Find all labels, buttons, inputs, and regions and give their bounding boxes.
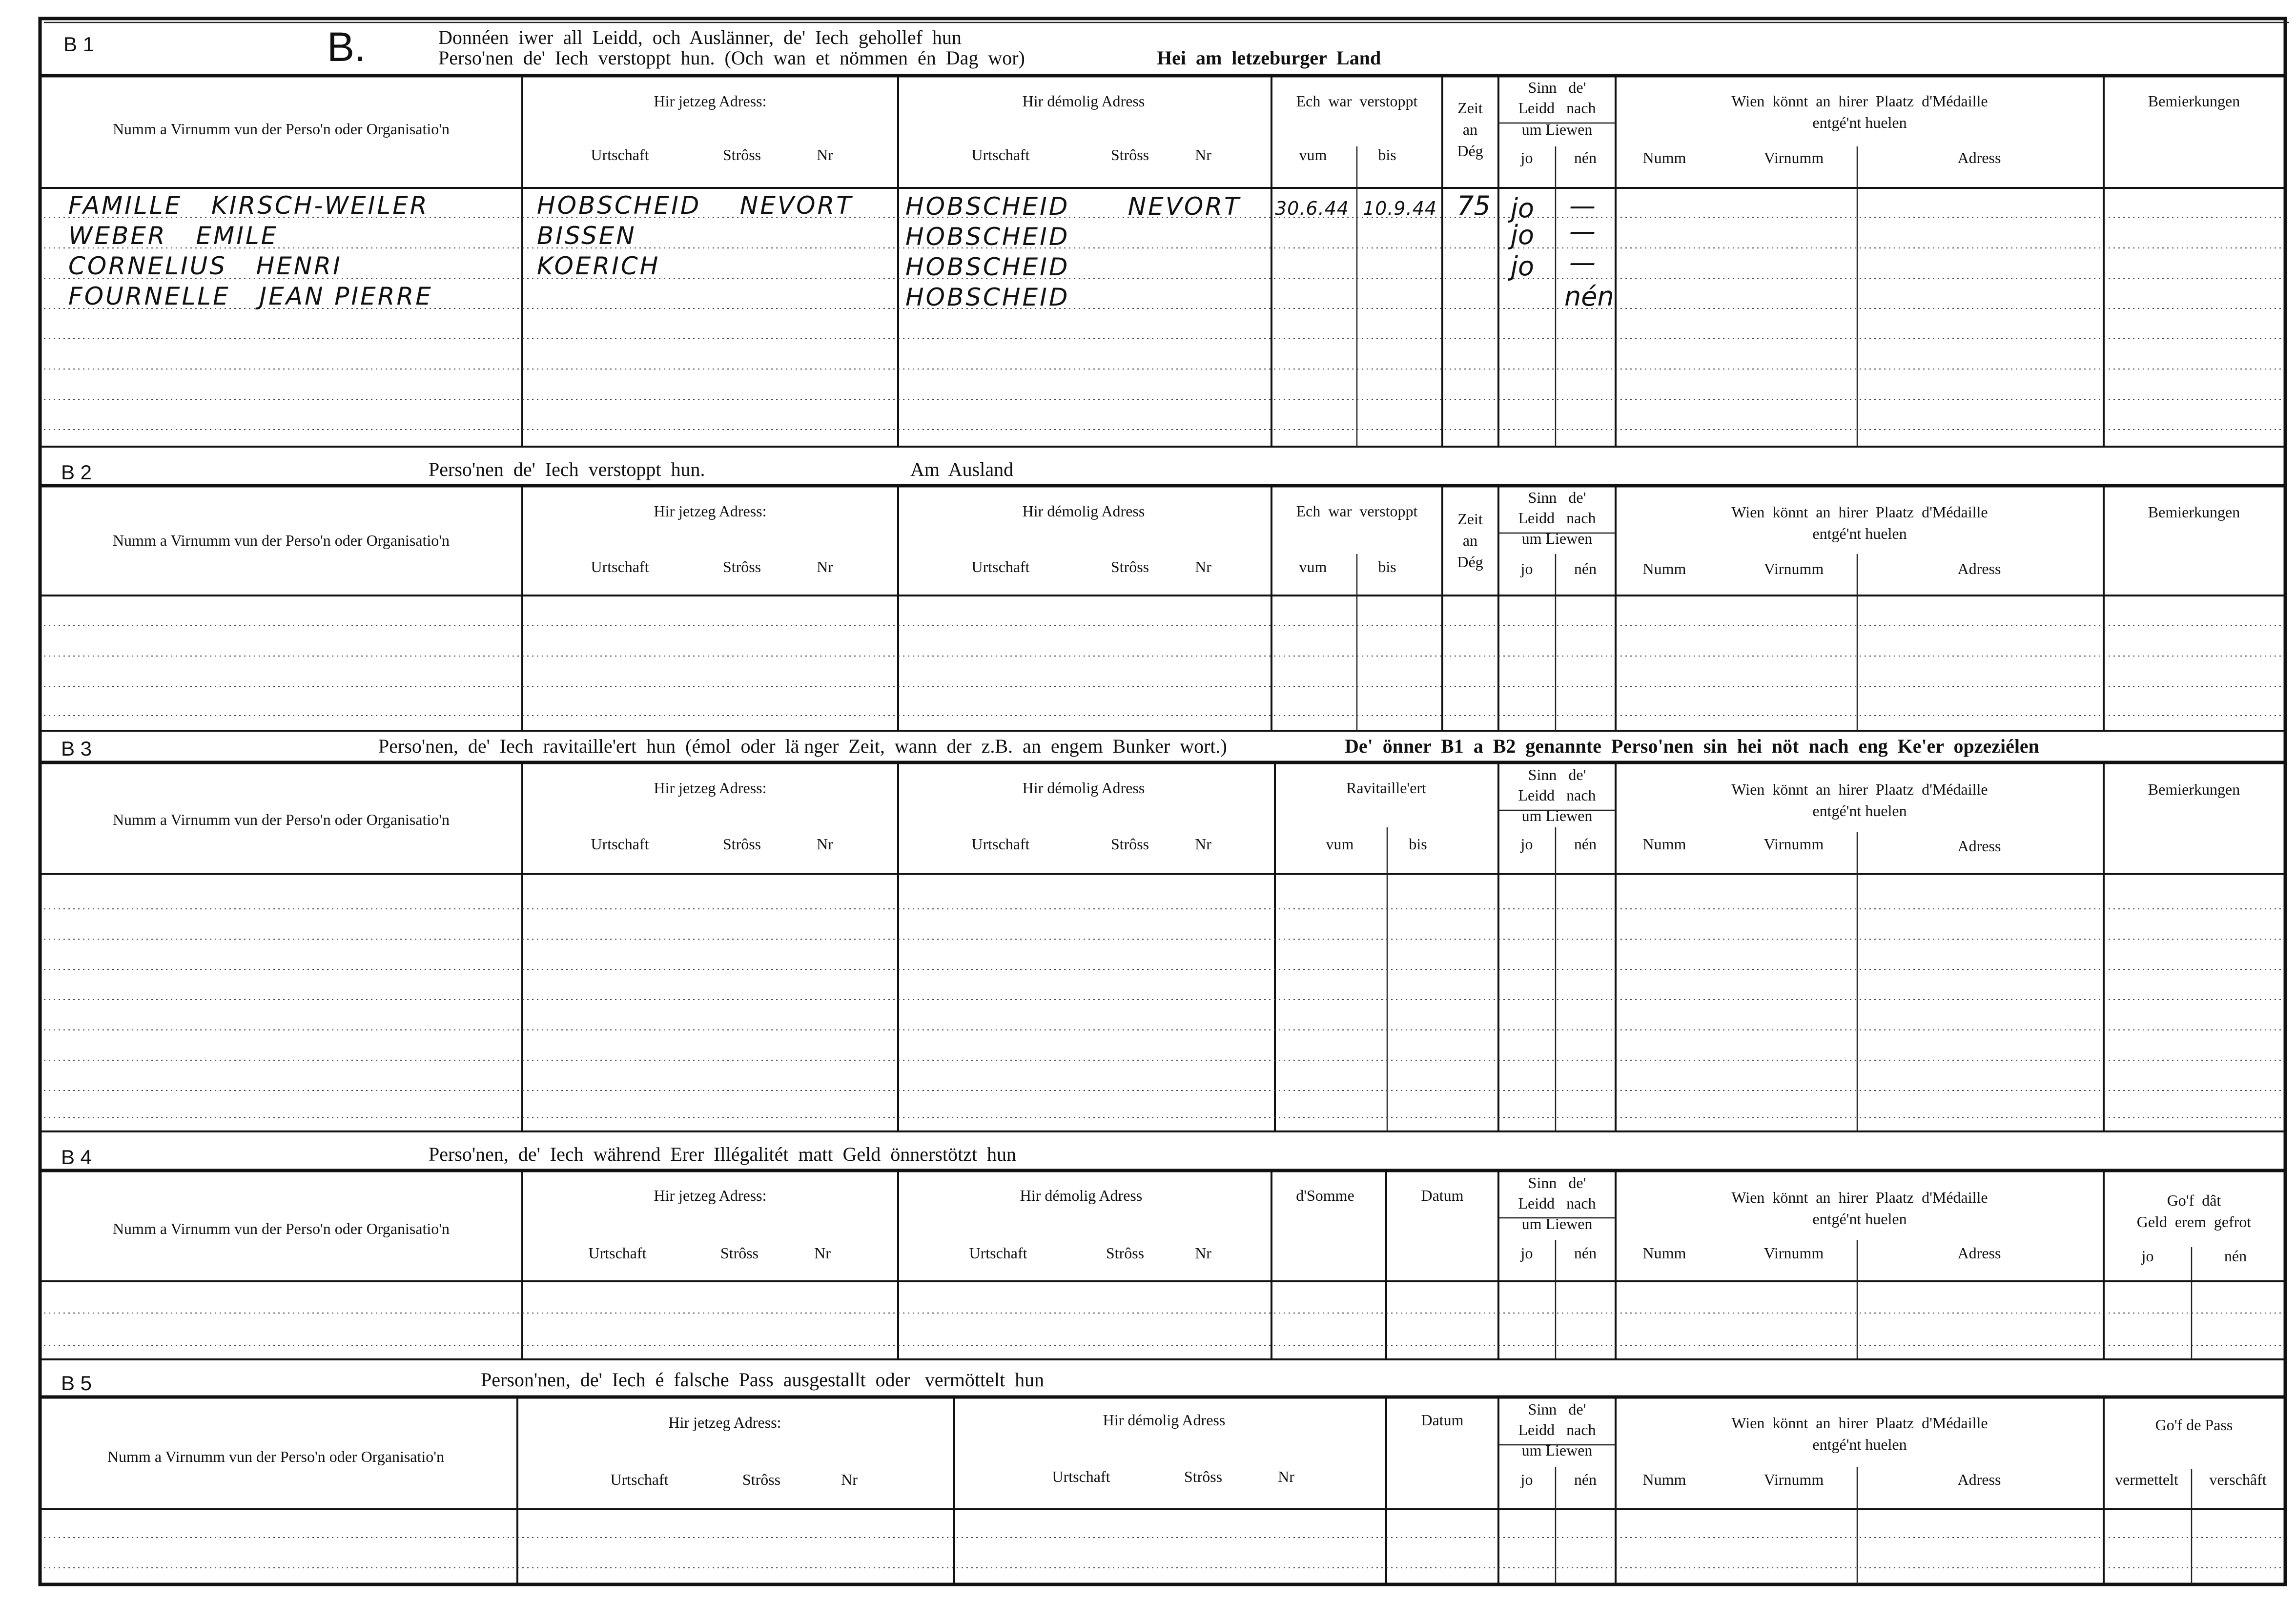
b1-writing-lines xyxy=(44,217,2282,430)
b2-nen: nén xyxy=(1574,560,1597,577)
entry-nen: — xyxy=(1569,247,1596,278)
b1-sinn-line2: Leidd nach xyxy=(1518,99,1596,117)
entry-jo: jo xyxy=(1511,220,1535,250)
b4-writing-lines xyxy=(44,1313,2282,1345)
b5-datum: Datum xyxy=(1421,1411,1464,1429)
b5-sinn-line3: um Liewen xyxy=(1521,1441,1593,1459)
b4-addr-now-header: Hir jetzeg Adress: xyxy=(654,1187,767,1204)
b1-entry-row-1 xyxy=(68,190,1596,224)
b5-now-urtschaft: Urtschaft xyxy=(610,1471,669,1488)
b2-then-stross: Strôss xyxy=(1110,558,1149,575)
b1-jo: jo xyxy=(1520,149,1533,166)
b4-virnumm: Virnumm xyxy=(1763,1244,1824,1262)
b1-name-col-header: Numm a Virnumm vun der Perso'n oder Organisatio'n xyxy=(112,120,450,138)
b4-then-nr: Nr xyxy=(1195,1244,1211,1262)
b2-sinn-line3: um Liewen xyxy=(1521,530,1593,547)
b4-gof-line1: Go'f dât xyxy=(2167,1191,2221,1209)
b2-addr-now-header: Hir jetzeg Adress: xyxy=(654,502,767,520)
b5-virnumm: Virnumm xyxy=(1763,1471,1824,1488)
b3-numm: Numm xyxy=(1642,835,1686,853)
b4-somme: d'Somme xyxy=(1296,1187,1354,1204)
b5-name-col-header: Numm a Virnumm vun der Perso'n oder Organisatio'n xyxy=(107,1448,445,1465)
b1-now-stross: Strôss xyxy=(722,146,761,164)
b1-nen: nén xyxy=(1574,149,1597,166)
b3-wien-line2: entgé'nt huelen xyxy=(1812,802,1907,820)
b4-addr-then-header: Hir démolig Adress xyxy=(1020,1187,1143,1204)
entry-vum: 30.6.44 xyxy=(1275,198,1350,219)
b1-wien-line2: entgé'nt huelen xyxy=(1812,114,1907,131)
b5-gofpass: Go'f de Pass xyxy=(2155,1416,2233,1434)
b5-now-nr: Nr xyxy=(841,1471,858,1488)
b3-nen: nén xyxy=(1574,835,1597,853)
b1-entry-row-3 xyxy=(68,247,1596,282)
b2-writing-lines xyxy=(44,626,2282,716)
b2-bemierkungen: Bemierkungen xyxy=(2148,503,2240,521)
b2-zeit-line1: Zeit xyxy=(1457,510,1483,528)
b5-wien-line2: entgé'nt huelen xyxy=(1812,1436,1907,1453)
b4-now-stross: Strôss xyxy=(720,1244,759,1262)
b3-sinn-line2: Leidd nach xyxy=(1518,786,1596,804)
b2-jo: jo xyxy=(1520,560,1533,577)
b1-addr-then-header: Hir démolig Adress xyxy=(1022,92,1145,110)
b2-wien-line2: entgé'nt huelen xyxy=(1812,525,1907,542)
b4-jo: jo xyxy=(1520,1244,1533,1262)
b5-jo: jo xyxy=(1520,1471,1533,1488)
b3-then-stross: Strôss xyxy=(1110,835,1149,853)
b1-then-nr: Nr xyxy=(1195,146,1211,164)
b4-now-nr: Nr xyxy=(814,1244,831,1262)
b3-code: B 3 xyxy=(61,737,92,760)
entry-then-place: HOBSCHEID xyxy=(905,253,1070,281)
b3-then-nr: Nr xyxy=(1195,835,1211,853)
b3-now-nr: Nr xyxy=(817,835,833,853)
b2-title-abroad: Am Ausland xyxy=(910,458,1014,480)
b2-now-urtschaft: Urtschaft xyxy=(591,558,649,575)
b5-vermettelt: vermettelt xyxy=(2115,1471,2178,1488)
form-frame xyxy=(40,19,2285,1584)
b4-wien-line2: entgé'nt huelen xyxy=(1812,1210,1907,1228)
b4-sinn-line3: um Liewen xyxy=(1521,1215,1593,1232)
b4-then-urtschaft: Urtschaft xyxy=(969,1244,1027,1262)
entry-name: FOURNELLE JEAN PIERRE xyxy=(68,282,433,310)
b1-sinn-line3: um Liewen xyxy=(1521,121,1593,138)
b4-then-stross: Strôss xyxy=(1106,1244,1145,1262)
b5-verschaft: verschâft xyxy=(2209,1471,2267,1488)
b2-adress: Adress xyxy=(1957,560,2001,577)
entry-nen: — xyxy=(1569,190,1596,221)
b3-addr-then-header: Hir démolig Adress xyxy=(1022,779,1145,797)
b4-sinn-line1: Sinn de' xyxy=(1528,1174,1586,1191)
b3-title: Perso'nen, de' Iech ravitaille'ert hun (émol oder lä nger Zeit, wann der z.B. an engem Bunker wort.) xyxy=(378,735,1227,757)
b2-code: B 2 xyxy=(61,461,92,484)
b2-then-urtschaft: Urtschaft xyxy=(971,558,1030,575)
b4-code: B 4 xyxy=(61,1146,92,1169)
section-b4 xyxy=(40,1143,2285,1359)
b3-wien-line1: Wien könnt an hirer Plaatz d'Médaille xyxy=(1731,780,1988,798)
b5-addr-then-header: Hir démolig Adress xyxy=(1103,1411,1226,1429)
b1-zeit-line3: Dég xyxy=(1457,142,1483,160)
b1-now-urtschaft: Urtschaft xyxy=(591,146,649,164)
section-b1 xyxy=(40,24,2285,447)
b2-virnumm: Virnumm xyxy=(1763,560,1824,577)
b2-verstoppt-header: Ech war verstoppt xyxy=(1296,502,1418,520)
b2-sinn-line1: Sinn de' xyxy=(1528,489,1586,506)
b1-vum: vum xyxy=(1299,146,1327,164)
b1-addr-now-header: Hir jetzeg Adress: xyxy=(654,92,767,110)
b3-addr-now-header: Hir jetzeg Adress: xyxy=(654,779,767,797)
b3-ravitailleert-header: Ravitaille'ert xyxy=(1346,779,1426,797)
entry-bis: 10.9.44 xyxy=(1363,198,1437,219)
section-b3 xyxy=(40,735,2285,1131)
b1-title-line1: Donnéen iwer all Leidd, och Auslänner, de' Iech gehollef hun xyxy=(438,26,962,48)
b1-virnumm: Virnumm xyxy=(1763,149,1824,166)
b5-code: B 5 xyxy=(61,1372,92,1395)
b3-virnumm: Virnumm xyxy=(1763,835,1824,853)
entry-name: WEBER EMILE xyxy=(68,222,279,250)
b4-numm: Numm xyxy=(1642,1244,1686,1262)
b4-gof-nen: nén xyxy=(2224,1247,2247,1265)
b1-sinn-line1: Sinn de' xyxy=(1528,79,1586,96)
b1-verstoppt-header: Ech war verstoppt xyxy=(1296,92,1418,110)
b1-title-line2: Perso'nen de' Iech verstoppt hun. (Och wan et nömmen én Dag wor) xyxy=(438,47,1025,69)
b2-then-nr: Nr xyxy=(1195,558,1211,575)
b2-zeit-line2: an xyxy=(1462,532,1478,549)
b2-bis: bis xyxy=(1378,558,1396,575)
b5-then-urtschaft: Urtschaft xyxy=(1052,1468,1110,1485)
b1-zeit-line1: Zeit xyxy=(1457,99,1483,117)
b1-bemierkungen: Bemierkungen xyxy=(2148,92,2240,110)
b4-name-col-header: Numm a Virnumm vun der Perso'n oder Organisatio'n xyxy=(112,1220,450,1237)
b3-sinn-line3: um Liewen xyxy=(1521,807,1593,824)
b4-wien-line1: Wien könnt an hirer Plaatz d'Médaille xyxy=(1731,1189,1988,1206)
b2-name-col-header: Numm a Virnumm vun der Perso'n oder Organisatio'n xyxy=(112,532,450,549)
b3-jo: jo xyxy=(1520,835,1533,853)
b5-numm: Numm xyxy=(1642,1471,1686,1488)
b1-numm: Numm xyxy=(1642,149,1686,166)
entry-jo: jo xyxy=(1511,251,1535,282)
entry-name: FAMILLE KIRSCH-WEILER xyxy=(68,191,429,220)
entry-now-place: KOERICH xyxy=(537,252,660,280)
b1-entry-row-2 xyxy=(68,216,1596,251)
entry-name: CORNELIUS HENRI xyxy=(68,252,342,280)
b4-nen: nén xyxy=(1574,1244,1597,1262)
b5-nen: nén xyxy=(1574,1471,1597,1488)
b4-gof-jo: jo xyxy=(2141,1247,2154,1265)
b5-addr-now-header: Hir jetzeg Adress: xyxy=(668,1414,781,1431)
entry-days: 75 xyxy=(1457,190,1491,221)
b1-adress: Adress xyxy=(1957,149,2001,166)
b1-entry-row-4 xyxy=(68,281,1614,312)
b5-sinn-line1: Sinn de' xyxy=(1528,1400,1586,1418)
b1-then-urtschaft: Urtschaft xyxy=(971,146,1030,164)
b2-sinn-line2: Leidd nach xyxy=(1518,509,1596,527)
entry-jo: jo xyxy=(1511,193,1535,224)
b4-datum: Datum xyxy=(1421,1187,1464,1204)
b5-then-nr: Nr xyxy=(1278,1468,1294,1485)
entry-now-place: HOBSCHEID NEVORT xyxy=(537,191,853,220)
b2-title: Perso'nen de' Iech verstoppt hun. xyxy=(429,458,705,480)
b3-name-col-header: Numm a Virnumm vun der Perso'n oder Organisatio'n xyxy=(112,811,450,828)
b3-writing-lines xyxy=(44,909,2282,1118)
b2-numm: Numm xyxy=(1642,560,1686,577)
entry-then-place: HOBSCHEID xyxy=(905,223,1070,251)
b5-sinn-line2: Leidd nach xyxy=(1518,1421,1596,1438)
b2-now-stross: Strôss xyxy=(722,558,761,575)
b4-now-urtschaft: Urtschaft xyxy=(588,1244,647,1262)
section-b5 xyxy=(40,1369,2285,1584)
b3-now-stross: Strôss xyxy=(722,835,761,853)
b3-bemierkungen: Bemierkungen xyxy=(2148,780,2240,798)
b2-zeit-line3: Dég xyxy=(1457,553,1483,571)
entry-then-place: HOBSCHEID NEVORT xyxy=(905,192,1241,221)
b3-vum: vum xyxy=(1326,835,1354,853)
entry-now-place: BISSEN xyxy=(537,222,636,250)
b1-now-nr: Nr xyxy=(817,146,833,164)
b2-vum: vum xyxy=(1299,558,1327,575)
b5-then-stross: Strôss xyxy=(1184,1468,1223,1485)
b5-wien-line1: Wien könnt an hirer Plaatz d'Médaille xyxy=(1731,1414,1988,1432)
b2-now-nr: Nr xyxy=(817,558,833,575)
section-b2 xyxy=(40,458,2285,731)
b5-writing-lines xyxy=(44,1538,2282,1568)
b1-code: B 1 xyxy=(63,33,95,56)
entry-nen: — xyxy=(1569,216,1596,246)
b3-bis: bis xyxy=(1409,835,1427,853)
entry-then-place: HOBSCHEID xyxy=(905,283,1070,311)
b3-then-urtschaft: Urtschaft xyxy=(971,835,1030,853)
b3-title-note: De' önner B1 a B2 genannte Perso'nen sin hei nöt nach eng Ke'er opzeziélen xyxy=(1345,735,2039,757)
b4-sinn-line2: Leidd nach xyxy=(1518,1194,1596,1212)
b4-gof-line2: Geld erem gefrot xyxy=(2136,1213,2252,1231)
b5-adress: Adress xyxy=(1957,1471,2001,1488)
b5-title: Person'nen, de' Iech é falsche Pass ausgestallt oder vermöttelt hun xyxy=(481,1369,1045,1391)
b3-adress: Adress xyxy=(1957,837,2001,855)
entry-nen: nén xyxy=(1564,281,1614,312)
b4-adress: Adress xyxy=(1957,1244,2001,1262)
b1-wien-line1: Wien könnt an hirer Plaatz d'Médaille xyxy=(1731,92,1988,110)
b2-addr-then-header: Hir démolig Adress xyxy=(1022,502,1145,520)
b4-title: Perso'nen, de' Iech während Erer Illégalitét matt Geld önnerstötzt hun xyxy=(429,1143,1017,1165)
b3-now-urtschaft: Urtschaft xyxy=(591,835,649,853)
b3-sinn-line1: Sinn de' xyxy=(1528,766,1586,783)
b1-zeit-line2: an xyxy=(1462,121,1478,138)
b1-bis: bis xyxy=(1378,146,1396,164)
b5-now-stross: Strôss xyxy=(742,1471,781,1488)
form-letter: B. xyxy=(327,24,366,70)
b1-then-stross: Strôss xyxy=(1110,146,1149,164)
b2-wien-line1: Wien könnt an hirer Plaatz d'Médaille xyxy=(1731,503,1988,521)
b1-title-line3: Hei am letzeburger Land xyxy=(1157,47,1381,69)
